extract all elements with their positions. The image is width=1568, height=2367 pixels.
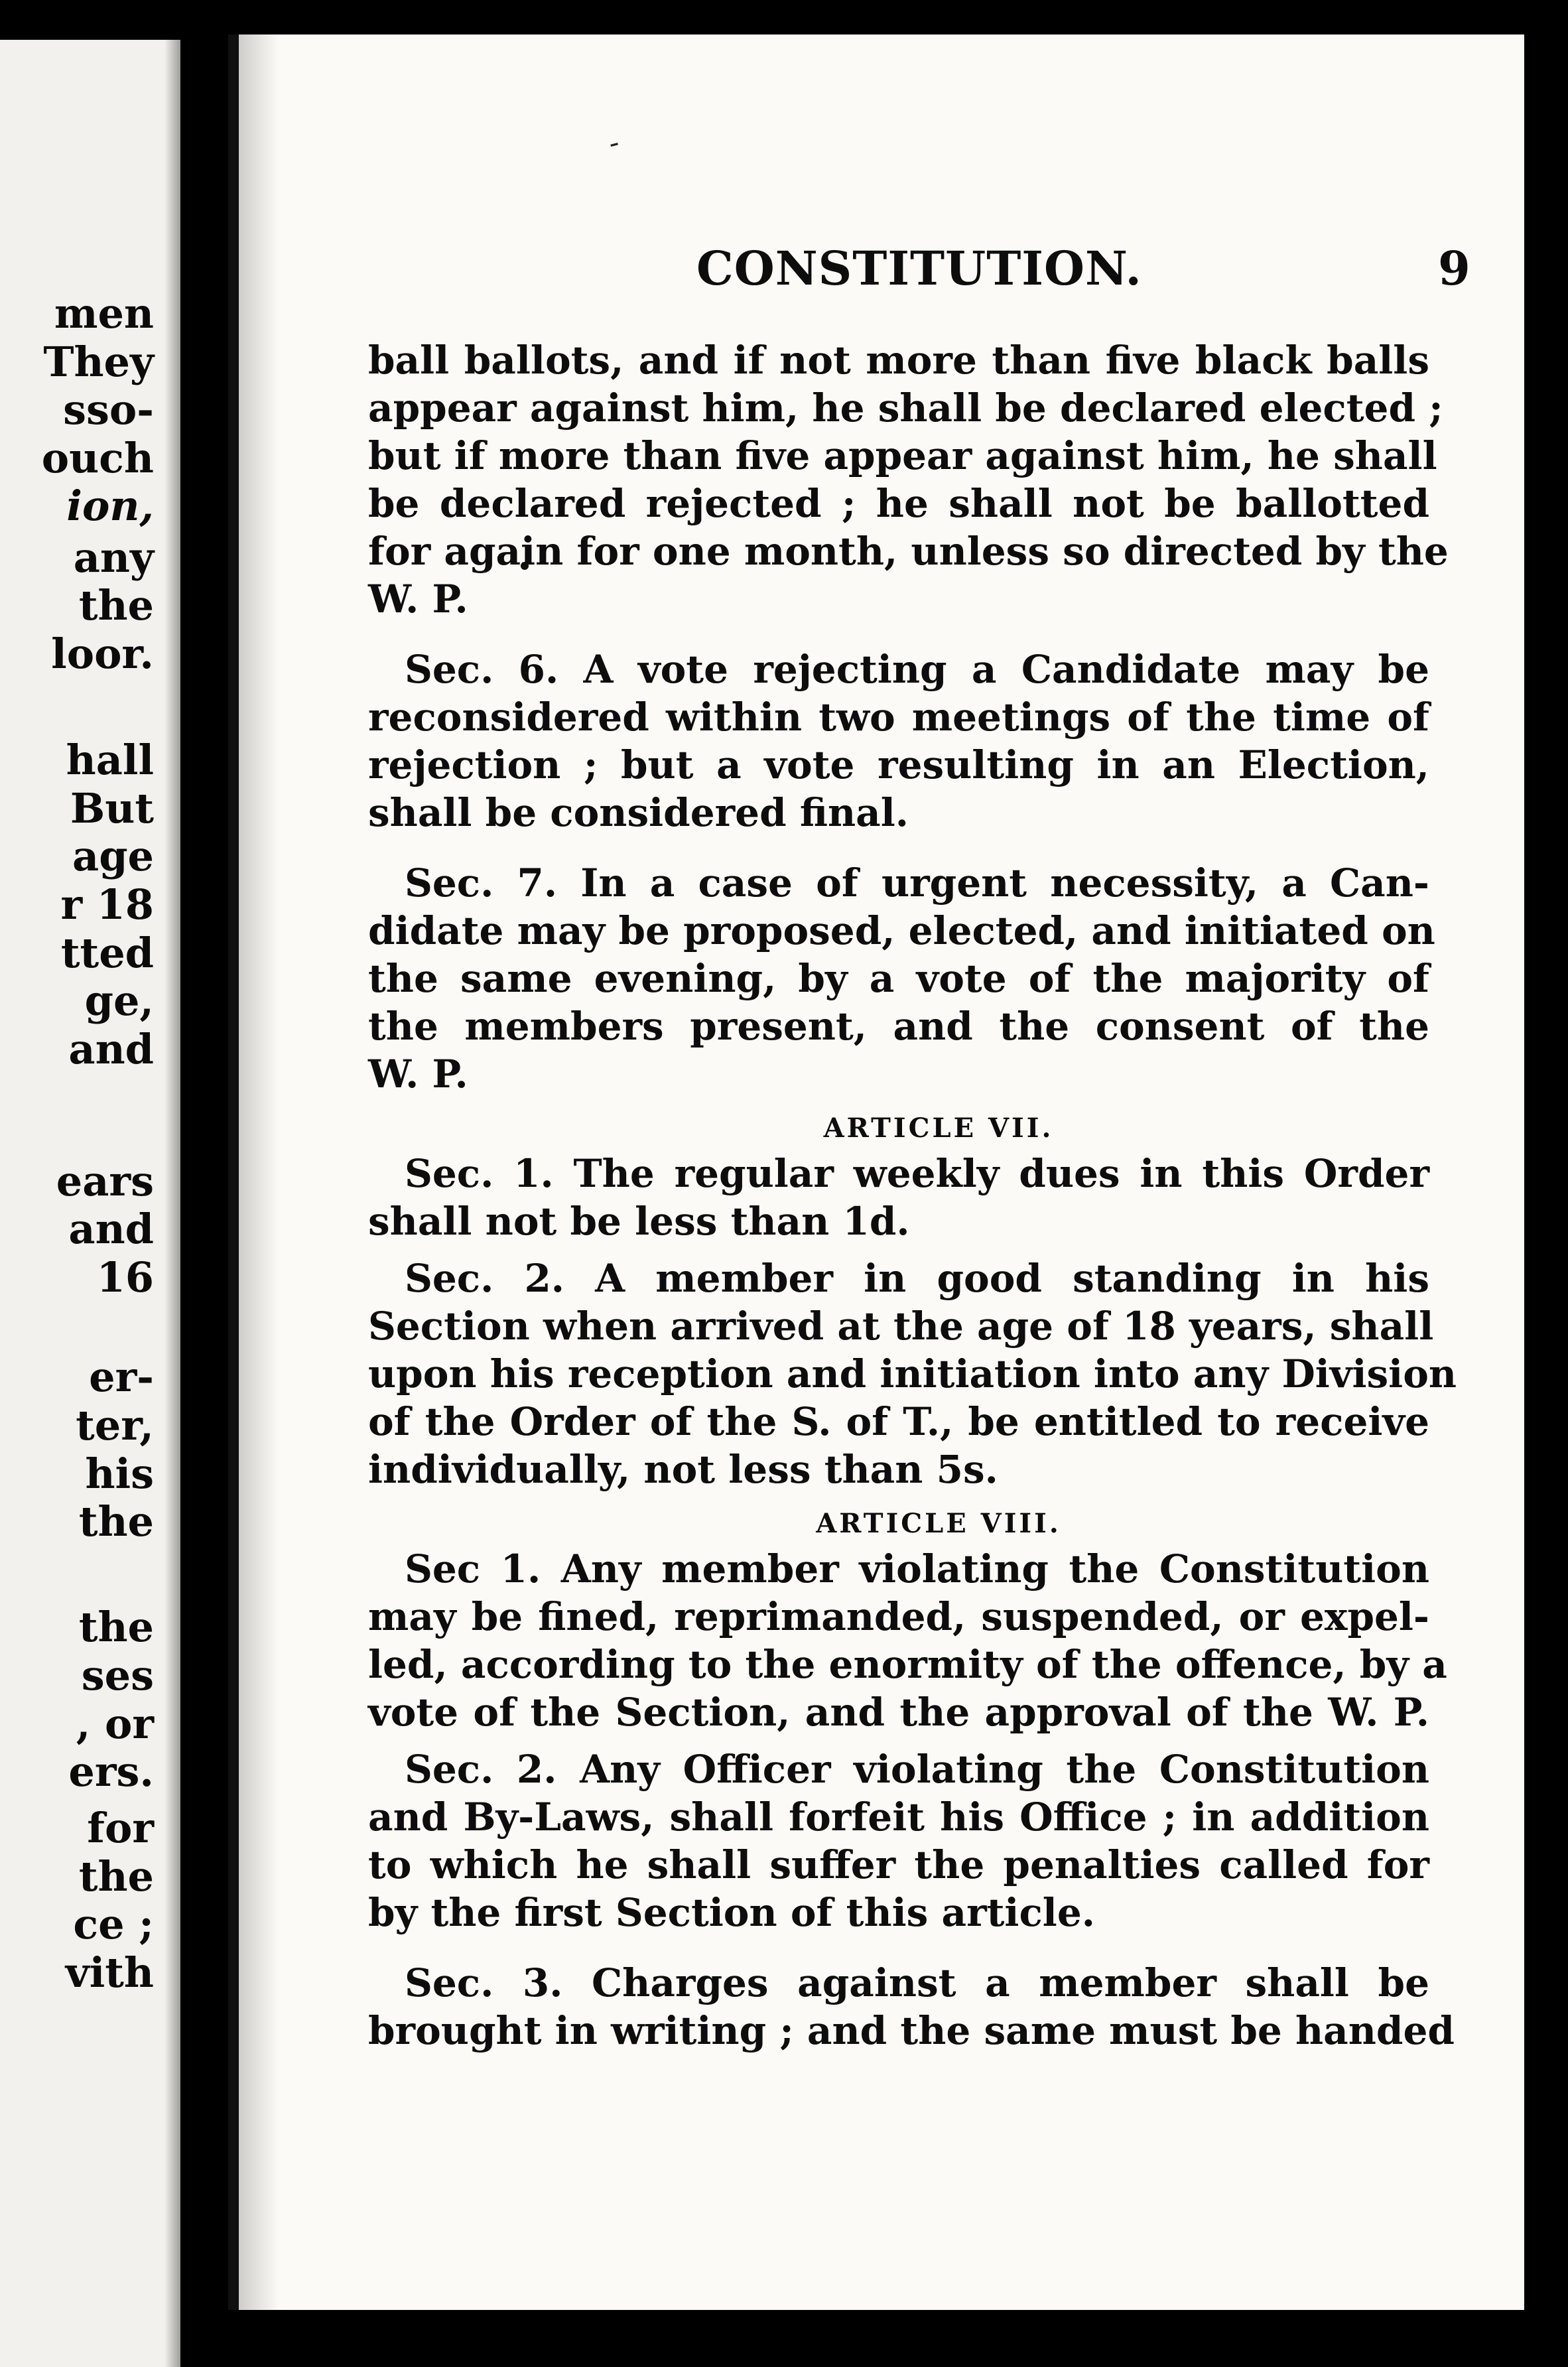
- text-line: the same evening, by a vote of the majority of: [368, 956, 1429, 1001]
- left-line: ge,: [84, 977, 154, 1025]
- text-line: Section when arrived at the age of 18 years, shall: [368, 1304, 1434, 1349]
- body-text: [368, 336, 1457, 2055]
- text-line: Sec. 1. The regular weekly dues in this Order: [405, 1151, 1429, 1196]
- text-line: shall be considered final.: [368, 790, 909, 835]
- text-line: W. P.: [368, 576, 468, 622]
- left-line: ears: [56, 1157, 154, 1205]
- left-line: vith: [65, 1948, 154, 1997]
- text-line: the members present, and the consent of the: [368, 1004, 1429, 1049]
- left-line: loor.: [51, 630, 154, 678]
- left-line: ers.: [68, 1747, 154, 1796]
- text-line: Sec 1. Any member violating the Constitution: [405, 1546, 1429, 1591]
- left-line: the: [78, 1603, 154, 1651]
- page-edge-shadow: [239, 34, 279, 2310]
- text-line: rejection ; but a vote resulting in an Election,: [368, 742, 1429, 787]
- text-line: didate may be proposed, elected, and initiated on: [368, 908, 1435, 953]
- article-heading: ARTICLE VII.: [823, 1113, 1054, 1144]
- left-line: and: [68, 1205, 154, 1253]
- text-line: upon his reception and initiation into any Division: [368, 1351, 1457, 1396]
- text-line: reconsidered within two meetings of the time of: [368, 695, 1429, 740]
- gutter-shadow: [164, 40, 180, 2367]
- text-line: be declared rejected ; he shall not be ballotted: [368, 481, 1429, 526]
- text-line: shall not be less than 1d.: [368, 1199, 910, 1244]
- left-line: the: [78, 1852, 154, 1901]
- text-line: for again for one month, unless so directed by the: [368, 529, 1449, 574]
- page-number: 9: [1438, 241, 1470, 296]
- left-line: and: [68, 1025, 154, 1073]
- running-head: CONSTITUTION.: [696, 241, 1142, 296]
- text-line: Sec. 2. A member in good standing in his: [405, 1256, 1429, 1301]
- left-line: ouch: [41, 434, 154, 482]
- left-line: men: [54, 289, 154, 338]
- left-line: sso-: [63, 385, 154, 434]
- left-line: , or: [76, 1700, 154, 1748]
- text-line: but if more than five appear against him, he shall: [368, 433, 1437, 478]
- text-line: of the Order of the S. of T., be entitled to receive: [368, 1399, 1429, 1444]
- document-page: [228, 34, 1524, 2310]
- left-line: for: [87, 1804, 154, 1852]
- left-line: the: [78, 1497, 154, 1546]
- left-line: er-: [89, 1353, 154, 1401]
- left-line: hall: [66, 736, 154, 784]
- text-line: Sec. 6. A vote rejecting a Candidate may be: [405, 647, 1429, 692]
- left-line: ion,: [66, 482, 154, 530]
- article-heading: ARTICLE VIII.: [816, 1508, 1061, 1539]
- left-line: r 18: [60, 880, 154, 929]
- left-line: ter,: [76, 1401, 154, 1450]
- text-line: by the first Section of this article.: [368, 1890, 1095, 1935]
- left-line: They: [43, 338, 154, 386]
- left-line: But: [70, 784, 154, 833]
- text-line: and By-Laws, shall forfeit his Office ; in addition: [368, 1794, 1429, 1840]
- left-line: tted: [60, 929, 154, 977]
- text-line: ball ballots, and if not more than five black balls: [368, 338, 1429, 383]
- text-line: Sec. 3. Charges against a member shall be: [405, 1960, 1429, 2005]
- text-line: may be fined, reprimanded, suspended, or expel-: [368, 1594, 1429, 1639]
- left-line: age: [72, 832, 154, 880]
- text-line: W. P.: [368, 1051, 468, 1097]
- left-line: ce ;: [73, 1900, 154, 1948]
- text-line: to which he shall suffer the penalties called for: [368, 1842, 1429, 1887]
- text-line: individually, not less than 5s.: [368, 1447, 998, 1492]
- text-line: appear against him, he shall be declared elected ;: [368, 385, 1443, 431]
- left-line: his: [85, 1450, 154, 1498]
- text-line: brought in writing ; and the same must be handed: [368, 2008, 1455, 2053]
- text-line: led, according to the enormity of the offence, by a: [368, 1642, 1447, 1687]
- text-line: Sec. 2. Any Officer violating the Constitution: [405, 1747, 1429, 1792]
- left-line: the: [78, 581, 154, 630]
- left-line: ses: [81, 1651, 154, 1700]
- ink-mark: -: [605, 125, 623, 161]
- left-line: any: [73, 533, 154, 582]
- text-line: vote of the Section, and the approval of the W. P.: [368, 1690, 1429, 1735]
- left-page-fragment: [0, 40, 180, 2367]
- text-line: Sec. 7. In a case of urgent necessity, a Can-: [405, 860, 1429, 906]
- left-line: 16: [96, 1253, 154, 1302]
